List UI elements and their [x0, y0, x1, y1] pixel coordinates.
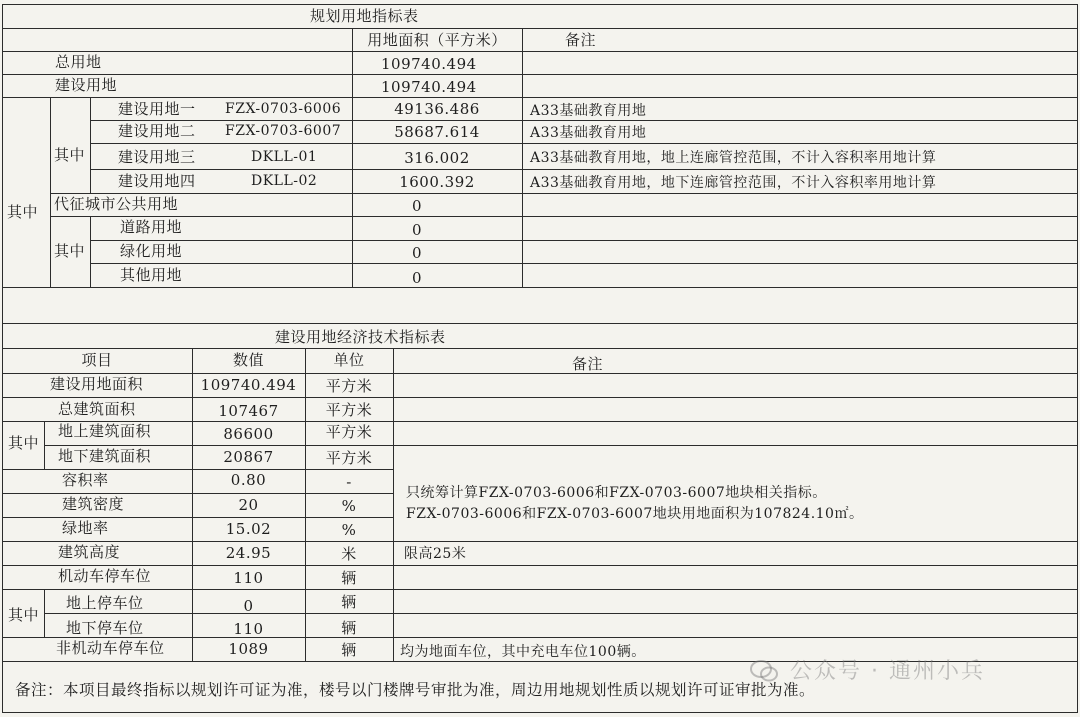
row-value: 20 [238, 496, 259, 514]
public-sub-label: 其他用地 [120, 266, 183, 284]
inner-group-label: 其中 [54, 146, 86, 164]
row-value: 110 [233, 620, 264, 638]
table2-header-value: 数值 [232, 351, 264, 369]
public-sub-value: 0 [411, 269, 423, 287]
construction-land-value: 109740.494 [381, 78, 477, 96]
table2-header-remark: 备注 [572, 355, 604, 373]
sub-row-code: FZX-0703-6007 [225, 123, 342, 139]
public-land-value: 0 [411, 197, 423, 215]
remark-height: 限高25米 [404, 546, 467, 562]
table2-title: 建设用地经济技术指标表 [275, 328, 446, 346]
table2-header-unit: 单位 [333, 351, 365, 369]
row-unit: 平方米 [325, 377, 373, 395]
sub-row-value: 58687.614 [394, 123, 480, 141]
sub-row-remark: A33基础教育用地，地上连廊管控范围，不计入容积率用地计算 [530, 150, 937, 166]
row-value: 15.02 [225, 520, 272, 538]
inner-group-label: 其中 [54, 242, 86, 260]
row-item: 建筑密度 [62, 495, 125, 513]
row-unit: - [346, 473, 352, 491]
row-unit: 辆 [341, 569, 357, 587]
row-item: 总建筑面积 [58, 400, 136, 418]
row-value: 110 [233, 569, 264, 587]
row-item: 容积率 [62, 471, 109, 489]
remark-bicycle: 均为地面车位，其中充电车位100辆。 [400, 644, 646, 660]
row-unit: 辆 [341, 641, 357, 659]
row-value: 24.95 [225, 544, 272, 562]
row-value: 109740.494 [200, 376, 297, 394]
total-land-label: 总用地 [55, 53, 102, 71]
public-land-label: 代征城市公共用地 [54, 195, 179, 213]
sub-row-code: FZX-0703-6006 [225, 101, 342, 117]
row-unit: 辆 [341, 593, 357, 611]
total-land-value: 109740.494 [381, 55, 477, 73]
row-item: 建筑高度 [58, 543, 121, 561]
row-item: 建设用地面积 [50, 375, 144, 393]
wechat-icon [750, 660, 778, 682]
construction-land-label: 建设用地 [55, 76, 118, 94]
remark-far-line-1: 只统筹计算FZX-0703-6006和FZX-0703-6007地块相关指标。 [406, 485, 827, 501]
row-unit: 米 [341, 545, 357, 563]
table2-header-item: 项目 [81, 351, 113, 369]
row-item: 地上停车位 [66, 594, 144, 612]
remark-far-line-2: FZX-0703-6006和FZX-0703-6007地块用地面积为107824.10㎡。 [406, 506, 864, 522]
sub-row-name: 建设用地二 [118, 122, 196, 140]
row-unit: % [341, 521, 357, 539]
table1-header-remark: 备注 [565, 31, 597, 49]
sub-row-name: 建设用地三 [118, 148, 196, 166]
row-value: 0.80 [230, 471, 267, 489]
sub-row-remark: A33基础教育用地，地下连廊管控范围，不计入容积率用地计算 [530, 175, 937, 191]
outer-group-label: 其中 [7, 203, 39, 221]
sub-row-value: 1600.392 [399, 173, 475, 191]
row-item: 机动车停车位 [58, 567, 152, 585]
row-unit: 辆 [341, 619, 357, 637]
sub-row-value: 49136.486 [394, 100, 480, 118]
sub-row-name: 建设用地一 [118, 100, 196, 118]
sub-row-remark: A33基础教育用地 [530, 125, 647, 141]
row-item: 地下停车位 [66, 619, 144, 637]
row-item: 地上建筑面积 [58, 422, 152, 440]
sub-row-name: 建设用地四 [118, 172, 196, 190]
group-label-parking: 其中 [8, 606, 40, 624]
row-item: 绿地率 [62, 519, 109, 537]
row-unit: 平方米 [325, 449, 373, 467]
row-unit: 平方米 [325, 423, 373, 441]
row-value: 107467 [218, 402, 279, 420]
row-value: 0 [243, 597, 254, 615]
public-sub-value: 0 [411, 221, 423, 239]
footnote: 备注：本项目最终指标以规划许可证为准，楼号以门楼牌号审批为准，周边用地规划性质以规划许可证审批为准。 [15, 681, 816, 699]
row-unit: 平方米 [325, 401, 373, 419]
sub-row-remark: A33基础教育用地 [530, 103, 647, 119]
row-item: 非机动车停车位 [56, 639, 165, 657]
row-unit: % [341, 497, 357, 515]
row-value: 1089 [228, 640, 269, 658]
watermark: 公众号 · 通州小兵 [790, 659, 985, 684]
public-sub-label: 绿化用地 [120, 242, 183, 260]
table1-header-area: 用地面积（平方米） [367, 31, 507, 49]
public-sub-value: 0 [411, 244, 423, 262]
public-sub-label: 道路用地 [120, 218, 183, 236]
row-value: 86600 [223, 425, 274, 443]
group-label-area: 其中 [8, 434, 40, 452]
sub-row-code: DKLL-01 [251, 149, 318, 165]
sub-row-code: DKLL-02 [251, 173, 318, 189]
row-value: 20867 [223, 448, 274, 466]
sub-row-value: 316.002 [404, 149, 470, 167]
row-item: 地下建筑面积 [58, 447, 152, 465]
table1-title: 规划用地指标表 [310, 7, 419, 25]
